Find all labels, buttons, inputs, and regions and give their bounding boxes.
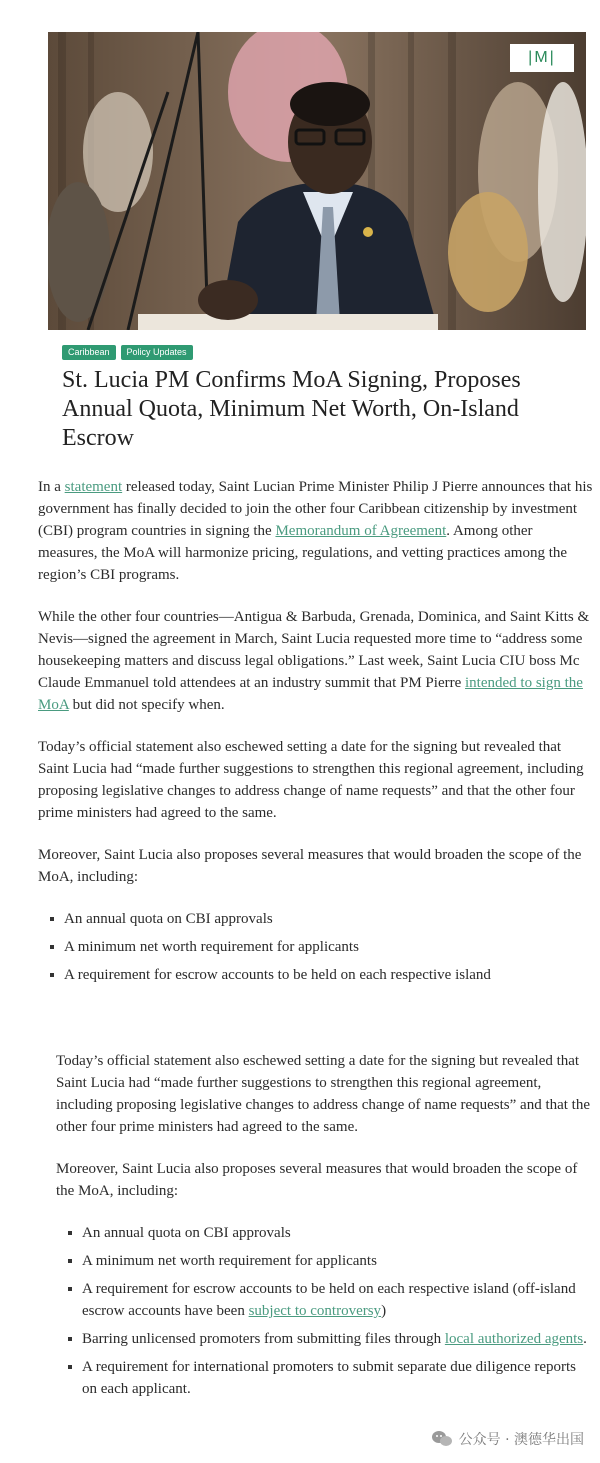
list-item: An annual quota on CBI approvals: [68, 1222, 594, 1244]
list-item-text: A requirement for escrow accounts to be held on each respective island (off-island escrow accounts have been: [82, 1281, 576, 1319]
paragraph-2: [38, 606, 594, 716]
watermark-text: 公众号 · 澳德华出国: [458, 1432, 584, 1448]
wechat-icon: [431, 1430, 453, 1448]
paragraph-1: [38, 476, 594, 586]
list-item-text: ): [381, 1303, 387, 1319]
paragraph-text: but did not specify when.: [68, 697, 225, 713]
tag-list: [62, 345, 193, 360]
list-item-text: .: [583, 1331, 587, 1347]
hero-photo-illustration: [48, 32, 586, 330]
list-item: A minimum net worth requirement for applicants: [50, 936, 594, 958]
paragraph-text: . Among other measures, the MoA will harmonize pricing, regulations, and vetting practices among the region’s CBI programs.: [38, 523, 568, 583]
list-item: [68, 1278, 594, 1322]
measures-list: [38, 908, 594, 986]
list-item: [68, 1328, 594, 1350]
local-agents-link[interactable]: local authorized agents: [444, 1331, 584, 1347]
controversy-link[interactable]: subject to controversy: [248, 1303, 382, 1319]
statement-link[interactable]: statement: [64, 479, 123, 495]
paragraph-4: Moreover, Saint Lucia also proposes several measures that would broaden the scope of the MoA, including:: [38, 847, 582, 885]
measures-list-extended: [56, 1222, 594, 1400]
tag-policy-updates[interactable]: Policy Updates: [121, 345, 193, 360]
intended-to-sign-link[interactable]: intended to sign the MoA: [38, 675, 583, 713]
list-item-text: Barring unlicensed promoters from submitting files through: [82, 1331, 445, 1347]
paragraph-6: Moreover, Saint Lucia also proposes several measures that would broaden the scope of the MoA, including:: [56, 1161, 578, 1199]
paragraph-3: Today’s official statement also eschewed setting a date for the signing but revealed that Saint Lucia had “made further suggestions to strengthen this regional agreement, including proposing legislative changes to address change of name requests” and that the other four prime ministers had agreed to the same.: [38, 739, 584, 821]
list-item: An annual quota on CBI approvals: [50, 908, 594, 930]
list-item: A requirement for escrow accounts to be held on each respective island: [50, 964, 594, 986]
article-body-repeat: [56, 1050, 594, 1416]
article-body: [38, 476, 594, 1002]
article-title: St. Lucia PM Confirms MoA Signing, Proposes Annual Quota, Minimum Net Worth, On-Island Escrow: [62, 367, 521, 451]
moa-link[interactable]: Memorandum of Agreement: [275, 523, 447, 539]
paragraph-text: While the other four countries—Antigua & Barbuda, Grenada, Dominica, and Saint Kitts & Nevis—signed the agreement in March, Saint Lucia requested more time to “address some housekeeping matters and discuss legal obligations.” Last week, Saint Lucia CIU boss Mc Claude Emmanuel told attendees at an industry summit that PM Pierre: [38, 609, 590, 691]
list-item: A requirement for international promoters to submit separate due diligence reports on each applicant.: [68, 1356, 594, 1400]
paragraph-text: released today, Saint Lucian Prime Minister Philip J Pierre announces that his government has finally decided to join the other four Caribbean citizenship by investment (CBI) program countries in signing the: [38, 479, 593, 539]
hero-image: [48, 32, 586, 330]
brand-logo: |M|: [510, 44, 574, 72]
paragraph-5: Today’s official statement also eschewed setting a date for the signing but revealed that Saint Lucia had “made further suggestions to strengthen this regional agreement, including proposing legislative changes to address change of name requests” and that the other four prime ministers had agreed to the same.: [56, 1053, 591, 1135]
list-item: A minimum net worth requirement for applicants: [68, 1250, 594, 1272]
tag-caribbean[interactable]: Caribbean: [62, 345, 116, 360]
wechat-watermark: [431, 1429, 584, 1449]
paragraph-text: In a: [38, 479, 65, 495]
